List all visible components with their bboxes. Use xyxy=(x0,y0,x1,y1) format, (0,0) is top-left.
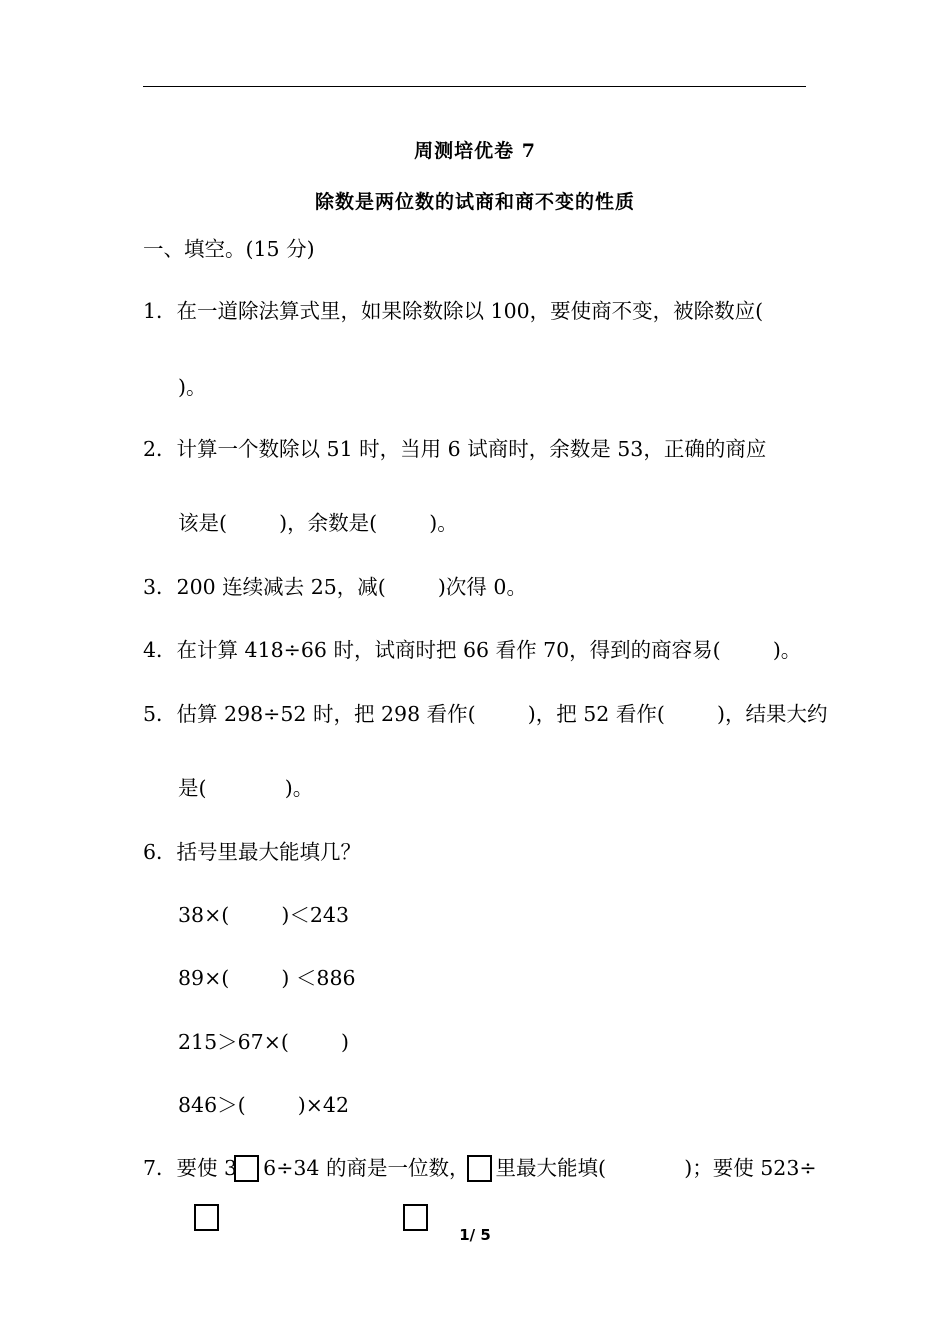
question-6: 6．括号里最大能填几？ xyxy=(143,840,362,864)
section-heading: 一、填空。(15 分) xyxy=(143,237,315,261)
question-1-continued: )。 xyxy=(178,375,207,399)
page-number: 1/ 5 xyxy=(459,1226,491,1244)
question-5: 5．估算 298÷52 时，把 298 看作( )，把 52 看作( )，结果大约 xyxy=(143,702,828,726)
page-title: 周测培优卷 7 xyxy=(414,140,536,162)
question-6-item-2: 89×( ) ＜886 xyxy=(178,966,356,990)
question-6-item-1: 38×( )＜243 xyxy=(178,903,350,927)
question-2-continued: 该是( )，余数是( )。 xyxy=(178,511,458,535)
question-3: 3．200 连续减去 25，减( )次得 0。 xyxy=(143,575,527,599)
question-6-item-3: 215＞67×( ) xyxy=(178,1030,350,1054)
page-subtitle: 除数是两位数的试商和商不变的性质 xyxy=(314,191,635,213)
question-7: 7．要使 3 6÷34 的商是一位数， 里最大能填( )；要使 523÷ xyxy=(143,1156,817,1180)
blank-square-icon xyxy=(467,1155,492,1182)
question-1: 1．在一道除法算式里，如果除数除以 100，要使商不变，被除数应( xyxy=(143,299,764,323)
header-rule xyxy=(143,86,806,87)
question-5-continued: 是( )。 xyxy=(178,776,314,800)
question-2: 2．计算一个数除以 51 时，当用 6 试商时，余数是 53，正确的商应 xyxy=(143,437,767,461)
blank-square-icon xyxy=(234,1155,259,1182)
question-6-item-4: 846＞( )×42 xyxy=(178,1093,350,1117)
question-4: 4．在计算 418÷66 时，试商时把 66 看作 70，得到的商容易( )。 xyxy=(143,638,802,662)
